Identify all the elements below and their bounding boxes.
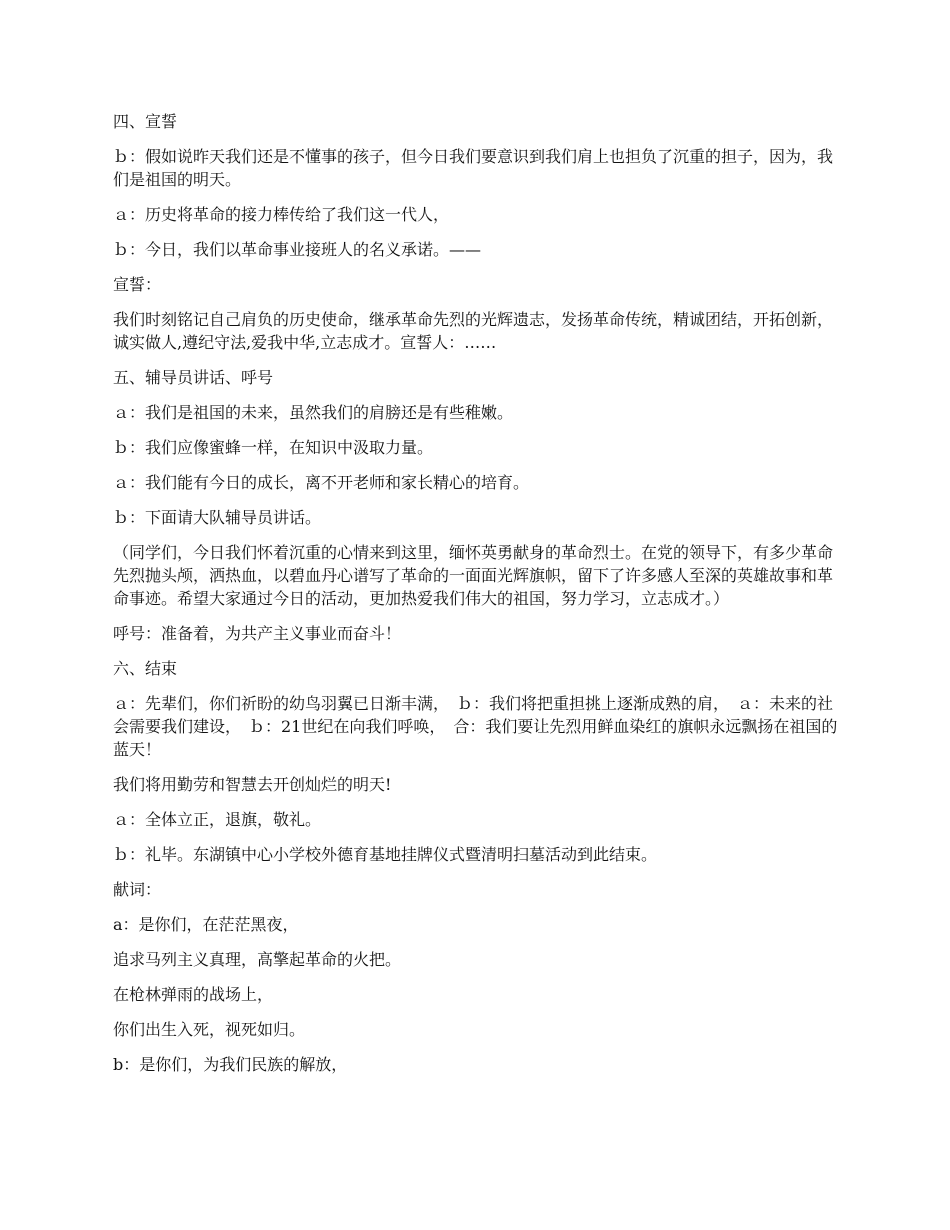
paragraph: ｂ：下面请大队辅导员讲话。 <box>113 508 322 527</box>
paragraph: b：是你们，为我们民族的解放， <box>113 1055 348 1074</box>
document-page <box>113 110 843 1088</box>
paragraph: ｂ：我们应像蜜蜂一样，在知识中汲取力量。 <box>113 438 434 457</box>
section-heading-ending: 六、结束 <box>113 659 178 678</box>
paragraph: 你们出生入死，视死如归。 <box>113 1020 306 1039</box>
paragraph: ａ：全体立正，退旗，敬礼。 <box>113 810 322 829</box>
paragraph: ａ：我们能有今日的成长，离不开老师和家长精心的培育。 <box>113 473 530 492</box>
paragraph: ａ：先辈们，你们祈盼的幼鸟羽翼已日渐丰满， ｂ：我们将把重担挑上逐渐成熟的肩， ａ：未来的社会需要我们建设， ｂ：21世纪在向我们呼唤， 合：我们要让先烈用鲜血染红的旗帜永远飘扬在祖国的蓝天！ <box>113 694 838 759</box>
paragraph: 在枪林弹雨的战场上， <box>113 985 274 1004</box>
section-heading-speech: 五、辅导员讲话、呼号 <box>113 368 274 387</box>
paragraph: ａ：我们是祖国的未来，虽然我们的肩膀还是有些稚嫩。 <box>113 403 514 422</box>
paragraph: ａ：历史将革命的接力棒传给了我们这一代人， <box>113 205 450 224</box>
paragraph: 我们将用勤劳和智慧去开创灿烂的明天! <box>113 775 392 794</box>
paragraph: 宣誓： <box>113 275 162 294</box>
paragraph: 追求马列主义真理，高擎起革命的火把。 <box>113 950 402 969</box>
paragraph: 献词： <box>113 880 162 899</box>
paragraph: （同学们，今日我们怀着沉重的心情来到这里，缅怀英勇献身的革命烈士。在党的领导下，有多少革命先烈抛头颅，洒热血，以碧血丹心谱写了革命的一面面光辉旗帜，留下了许多感人至深的英雄故事和革命事迹。希望大家通过今日的活动，更加热爱我们伟大的祖国，努力学习，立志成才。） <box>113 543 834 608</box>
paragraph: ｂ：今日，我们以革命事业接班人的名义承诺。—— <box>113 240 482 259</box>
section-heading-oath: 四、宣誓 <box>113 112 178 131</box>
paragraph: a：是你们，在茫茫黑夜， <box>113 915 299 934</box>
paragraph: ｂ：礼毕。东湖镇中心小学校外德育基地挂牌仪式暨清明扫墓活动到此结束。 <box>113 845 658 864</box>
paragraph: 我们时刻铭记自己肩负的历史使命，继承革命先烈的光辉遗志，发扬革命传统，精诚团结，开拓创新，诚实做人,遵纪守法,爱我中华,立志成才。宣誓人：…… <box>113 310 834 352</box>
paragraph: ｂ：假如说昨天我们还是不懂事的孩子，但今日我们要意识到我们肩上也担负了沉重的担子，因为，我们是祖国的明天。 <box>113 147 834 189</box>
paragraph: 呼号：准备着，为共产主义事业而奋斗！ <box>113 624 402 643</box>
